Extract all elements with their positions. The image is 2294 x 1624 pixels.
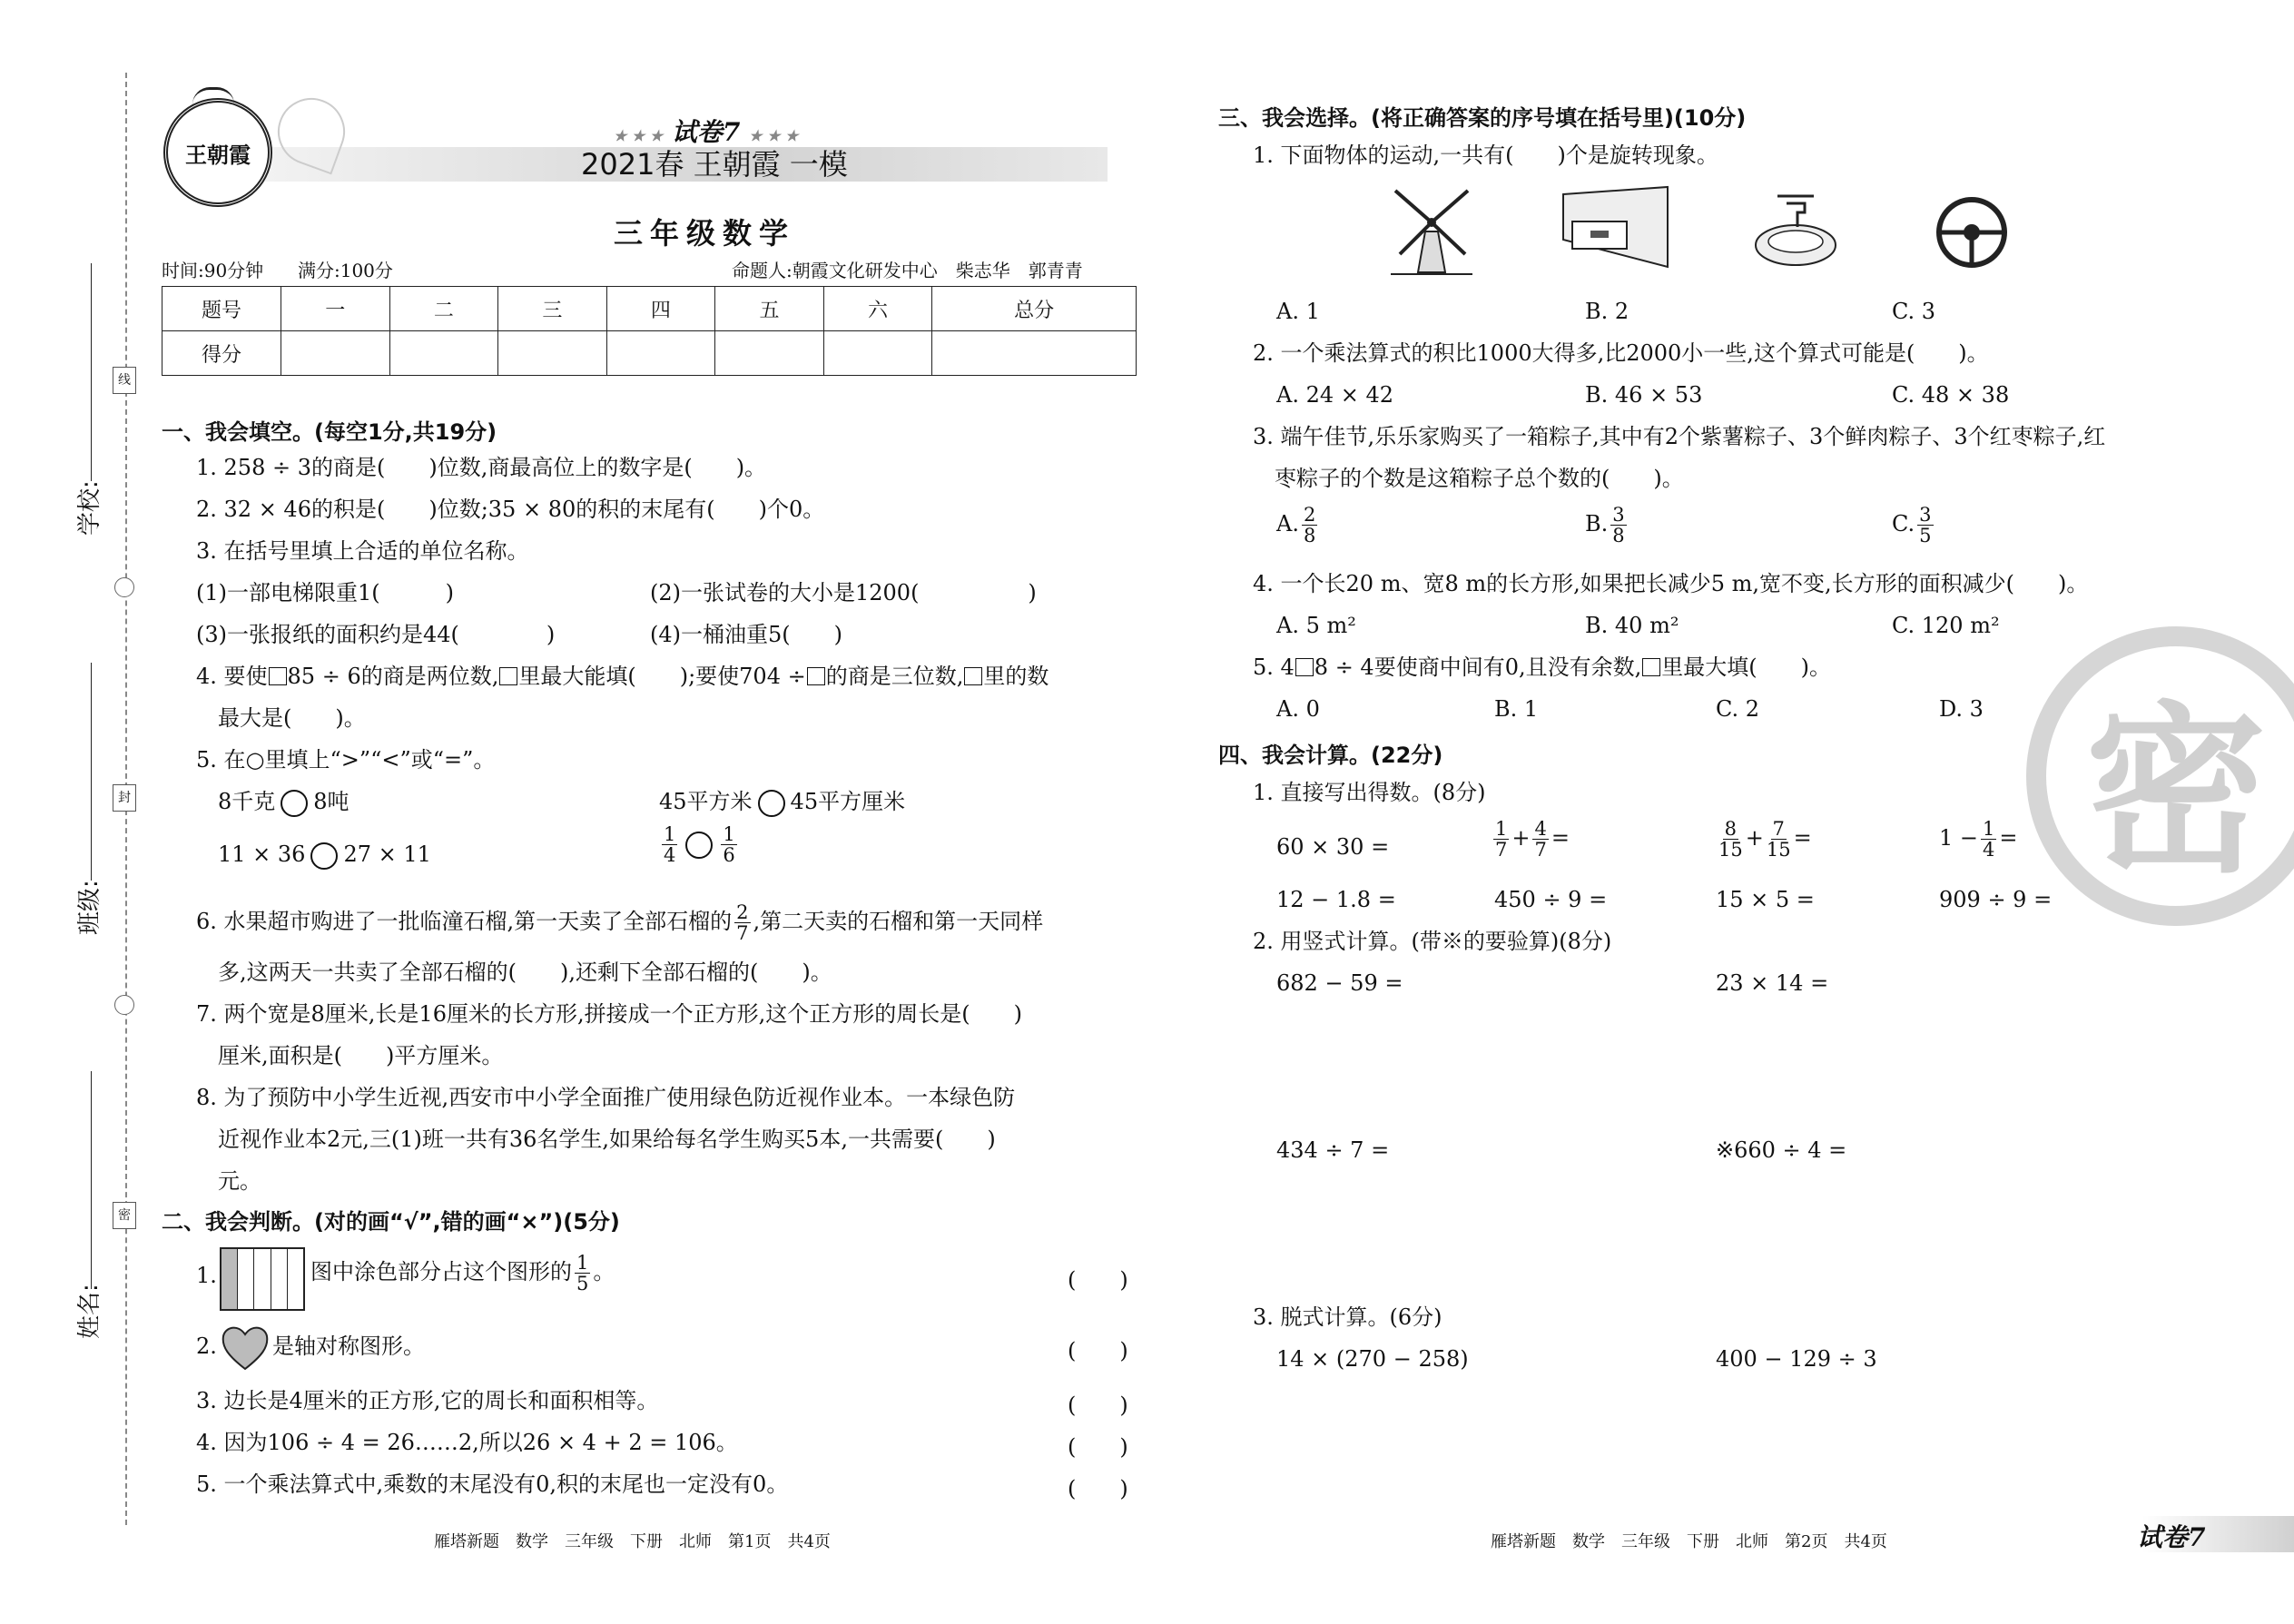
- fraction: [1718, 819, 1743, 860]
- denominator: 8: [1612, 525, 1625, 546]
- question: 最大是( )。: [218, 705, 366, 731]
- option[interactable]: D. 3: [1939, 696, 1984, 722]
- question: 厘米,面积是( )平方厘米。: [218, 1043, 504, 1068]
- denominator: 7: [1495, 839, 1508, 861]
- text: 。: [593, 1259, 615, 1284]
- option[interactable]: [1585, 505, 1629, 546]
- question: 1. 258 ÷ 3的商是( )位数,商最高位上的数字是( )。: [196, 455, 767, 480]
- logo: [163, 98, 272, 207]
- option-letter: A.: [1276, 511, 1299, 536]
- operator: =: [1551, 825, 1570, 851]
- option[interactable]: [1276, 505, 1320, 546]
- denominator: 5: [1919, 525, 1932, 546]
- option[interactable]: B. 46 × 53: [1585, 382, 1703, 408]
- school-line: [91, 263, 92, 481]
- question: 近视作业本2元,三(1)班一共有36名学生,如果给每名学生购买5本,一共需要( ): [218, 1127, 996, 1152]
- full-score-info: 满分:100分: [298, 260, 393, 281]
- secret-seal-watermark: [2026, 626, 2294, 926]
- score-cell: 得分: [162, 331, 281, 376]
- section-title: 一、我会填空。(每空1分,共19分): [162, 419, 497, 445]
- question: [310, 1253, 615, 1294]
- option[interactable]: B. 1: [1494, 696, 1539, 722]
- question: [1253, 654, 1831, 681]
- denominator: 7: [736, 922, 749, 944]
- fraction: [1532, 819, 1548, 860]
- option[interactable]: A. 1: [1276, 299, 1320, 324]
- question: 1.: [196, 1263, 217, 1288]
- series-text: 试卷7: [671, 117, 741, 147]
- question: 2. 32 × 46的积是( )位数;35 × 80的积的末尾有( )个0。: [196, 497, 825, 522]
- steering-wheel-icon: [1926, 189, 2017, 280]
- compare-circle: [758, 790, 785, 817]
- denominator: 5: [576, 1273, 589, 1294]
- blank-box: [1642, 658, 1660, 676]
- option[interactable]: C. 3: [1892, 299, 1936, 324]
- striped-rectangle-figure: [220, 1247, 305, 1311]
- question: [196, 663, 1049, 690]
- fraction: [662, 824, 677, 865]
- score-input-cell[interactable]: [389, 331, 498, 376]
- option[interactable]: B. 2: [1585, 299, 1629, 324]
- score-cell: 二: [389, 287, 498, 331]
- series-label: [614, 113, 798, 149]
- school-label: 学校:: [76, 480, 103, 536]
- fraction: [1493, 819, 1509, 860]
- answer-paren[interactable]: ( ): [1068, 1434, 1128, 1460]
- numerator: 1: [664, 823, 676, 845]
- compare-item: [659, 788, 905, 817]
- option[interactable]: A. 5 m²: [1276, 613, 1356, 638]
- calc-item: [1716, 819, 1812, 860]
- fraction: [1302, 505, 1317, 546]
- text: 45平方厘米: [790, 789, 906, 814]
- question: 元。: [218, 1168, 261, 1194]
- question: 4. 因为106 ÷ 4 = 26……2,所以26 × 4 + 2 = 106。: [196, 1430, 738, 1455]
- score-table: [162, 286, 1137, 376]
- fraction: [721, 824, 736, 865]
- compare-circle: [310, 842, 338, 870]
- star-icon: ★ ★ ★: [614, 127, 664, 144]
- calc-item: [1939, 819, 2018, 860]
- footer-left: 雁塔新题 数学 三年级 下册 北师 第1页 共4页: [434, 1532, 831, 1551]
- step-calc: 400 − 129 ÷ 3: [1716, 1346, 1877, 1372]
- section-title: 二、我会判断。(对的画“√”,错的画“×”)(5分): [162, 1209, 620, 1235]
- text: 45平方米: [659, 789, 753, 814]
- numerator: 2: [1303, 504, 1316, 526]
- compare-circle: [685, 832, 713, 859]
- blank-box: [499, 667, 517, 685]
- compare-item: [218, 841, 431, 870]
- time-info: 时间:90分钟: [162, 260, 264, 281]
- option[interactable]: B. 40 m²: [1585, 613, 1679, 638]
- secret-mark: 密: [113, 1202, 136, 1229]
- vertical-calc: 23 × 14 =: [1716, 970, 1829, 996]
- calc-item: [1491, 819, 1570, 860]
- exam-title: 2021春 王朝霞 一模: [581, 147, 848, 182]
- text: 1 −: [1939, 825, 1979, 851]
- score-table-score-row: [162, 331, 1137, 376]
- sub-question: 3. 脱式计算。(6分): [1253, 1304, 1442, 1330]
- denominator: 8: [1303, 525, 1316, 546]
- text: 11 × 36: [218, 842, 306, 867]
- score-cell: 四: [606, 287, 715, 331]
- option-letter: C.: [1892, 511, 1915, 536]
- numerator: 7: [1772, 818, 1785, 840]
- question-item: (4)一桶油重5( ): [650, 622, 842, 647]
- section-title: 四、我会计算。(22分): [1218, 743, 1443, 768]
- question: 3. 在括号里填上合适的单位名称。: [196, 538, 529, 564]
- numerator: 1: [723, 823, 735, 845]
- faucet-sink-icon: [1750, 185, 1841, 280]
- question: 7. 两个宽是8厘米,长是16厘米的长方形,拼接成一个正方形,这个正方形的周长是( ): [196, 1001, 1022, 1027]
- class-label: 班级:: [76, 880, 103, 935]
- name-label: 姓名:: [76, 1284, 103, 1339]
- score-cell: 三: [498, 287, 607, 331]
- question: 2. 一个乘法算式的积比1000大得多,比2000小一些,这个算式可能是( )。: [1253, 340, 1989, 366]
- heart-icon: [220, 1322, 271, 1373]
- compare-circle: [281, 790, 308, 817]
- question: 多,这两天一共卖了全部石榴的( ),还剩下全部石榴的( )。: [218, 960, 832, 985]
- name-line: [91, 1071, 92, 1289]
- text: 4. 要使: [196, 664, 268, 689]
- score-input-cell[interactable]: [932, 331, 1137, 376]
- score-input-cell[interactable]: [281, 331, 390, 376]
- class-line: [91, 663, 92, 881]
- numerator: 3: [1612, 504, 1625, 526]
- denominator: 4: [1983, 839, 1995, 861]
- calc-item: 12 − 1.8 =: [1276, 887, 1396, 912]
- answer-paren[interactable]: ( ): [1068, 1338, 1128, 1363]
- text: 6. 水果超市购进了一批临潼石榴,第一天卖了全部石榴的: [196, 909, 733, 934]
- score-input-cell[interactable]: [715, 331, 824, 376]
- answer-paren[interactable]: ( ): [1068, 1393, 1128, 1418]
- crown-icon: [192, 87, 234, 104]
- text: 8吨: [313, 789, 350, 814]
- numerator: 4: [1534, 818, 1547, 840]
- numerator: 1: [1495, 818, 1508, 840]
- line-mark: 线: [113, 367, 136, 394]
- fraction: [1767, 819, 1791, 860]
- question-item: (1)一部电梯限重1( ): [196, 580, 454, 605]
- score-input-cell[interactable]: [823, 331, 932, 376]
- windmill-icon: [1382, 182, 1482, 285]
- score-cell: 总分: [932, 287, 1137, 331]
- numerator: 1: [576, 1252, 589, 1274]
- question: 是轴对称图形。: [272, 1334, 425, 1359]
- option[interactable]: A. 24 × 42: [1276, 382, 1394, 408]
- text: 的商是三位数,: [825, 664, 964, 689]
- question-item: (3)一张报纸的面积约是44( ): [196, 622, 556, 647]
- compare-item: [659, 824, 740, 865]
- denominator: 15: [1718, 839, 1743, 861]
- calc-item: 15 × 5 =: [1716, 887, 1815, 912]
- numerator: 2: [736, 901, 749, 923]
- text: 里的数: [983, 664, 1049, 689]
- denominator: 6: [723, 844, 735, 866]
- denominator: 7: [1534, 839, 1547, 861]
- footer-right: 雁塔新题 数学 三年级 下册 北师 第2页 共4页: [1491, 1532, 1887, 1551]
- blank-box: [964, 667, 982, 685]
- step-calc: 14 × (270 − 258): [1276, 1346, 1469, 1372]
- logo-text: 王朝霞: [185, 141, 251, 168]
- sub-question: 2. 用竖式计算。(带※的要验算)(8分): [1253, 929, 1612, 954]
- fraction: [1917, 505, 1933, 546]
- score-cell: 题号: [162, 287, 281, 331]
- operator: +: [1745, 825, 1764, 851]
- operator: =: [1793, 825, 1812, 851]
- blank-box: [1295, 658, 1314, 676]
- fraction: [734, 902, 750, 943]
- text: 85 ÷ 6的商是两位数,: [287, 664, 499, 689]
- denominator: 15: [1766, 839, 1791, 861]
- denominator: 4: [664, 844, 676, 866]
- author-info: 命题人:朝霞文化研发中心 柴志华 郭青青: [732, 260, 1083, 281]
- text: 5. 4: [1253, 655, 1295, 680]
- question: 5. 在○里填上“>”“<”或“=”。: [196, 747, 496, 773]
- operator: +: [1511, 825, 1531, 851]
- fraction: [1981, 819, 1996, 860]
- text: 图中涂色部分占这个图形的: [310, 1259, 572, 1284]
- score-input-cell[interactable]: [498, 331, 607, 376]
- text: 里最大填( )。: [1661, 655, 1831, 680]
- vertical-calc: 434 ÷ 7 =: [1276, 1137, 1390, 1163]
- cut-icon: [114, 995, 134, 1015]
- question: 4. 一个长20 m、宽8 m的长方形,如果把长减少5 m,宽不变,长方形的面积减少( )。: [1253, 571, 2089, 596]
- section-title: 三、我会选择。(将正确答案的序号填在括号里)(10分): [1218, 105, 1747, 131]
- cut-icon: [114, 577, 134, 597]
- vertical-calc: 682 − 59 =: [1276, 970, 1403, 996]
- option-letter: B.: [1585, 511, 1609, 536]
- calc-item: 60 × 30 =: [1276, 834, 1390, 860]
- subject-title: 三年级数学: [614, 216, 796, 251]
- score-cell: 六: [823, 287, 932, 331]
- option[interactable]: C. 2: [1716, 696, 1760, 722]
- blank-box: [269, 667, 287, 685]
- option[interactable]: A. 0: [1276, 696, 1320, 722]
- text: 8 ÷ 4要使商中间有0,且没有余数,: [1314, 655, 1642, 680]
- seal-text: 密: [2084, 685, 2267, 898]
- answer-paren[interactable]: ( ): [1068, 1267, 1128, 1293]
- question: 3. 边长是4厘米的正方形,它的周长和面积相等。: [196, 1388, 659, 1413]
- question: 2.: [196, 1334, 217, 1359]
- operator: =: [1999, 825, 2018, 851]
- text: 8千克: [218, 789, 276, 814]
- text: 27 × 11: [343, 842, 431, 867]
- footer-badge: 试卷7: [2137, 1522, 2206, 1552]
- blank-box: [807, 667, 825, 685]
- question: [196, 902, 1043, 943]
- calc-item: 909 ÷ 9 =: [1939, 887, 2053, 912]
- numerator: 8: [1724, 818, 1738, 840]
- answer-paren[interactable]: ( ): [1068, 1476, 1128, 1501]
- question-item: (2)一张试卷的大小是1200( ): [650, 580, 1037, 605]
- score-table-header-row: [162, 287, 1137, 331]
- option[interactable]: [1892, 505, 1936, 546]
- vertical-calc: ※660 ÷ 4 =: [1716, 1137, 1847, 1163]
- score-cell: 五: [715, 287, 824, 331]
- seal-mark: 封: [113, 784, 136, 812]
- fraction: [575, 1253, 590, 1294]
- numerator: 1: [1983, 818, 1995, 840]
- question: 3. 端午佳节,乐乐家购买了一箱粽子,其中有2个紫薯粽子、3个鲜肉粽子、3个红枣粽子,红: [1253, 424, 2106, 449]
- drawer-icon: [1554, 185, 1681, 280]
- sub-question: 1. 直接写出得数。(8分): [1253, 780, 1486, 805]
- question: 枣粽子的个数是这箱粽子总个数的( )。: [1275, 466, 1684, 491]
- question: 8. 为了预防中小学生近视,西安市中小学全面推广使用绿色防近视作业本。一本绿色防: [196, 1085, 1016, 1110]
- calc-item: 450 ÷ 9 =: [1494, 887, 1608, 912]
- option[interactable]: C. 120 m²: [1892, 613, 2000, 638]
- numerator: 3: [1919, 504, 1932, 526]
- question: 1. 下面物体的运动,一共有( )个是旋转现象。: [1253, 143, 1718, 168]
- score-input-cell[interactable]: [606, 331, 715, 376]
- text: 里最大能填( );要使704 ÷: [518, 664, 806, 689]
- compare-item: [218, 788, 350, 817]
- option[interactable]: C. 48 × 38: [1892, 382, 2010, 408]
- fraction: [1610, 505, 1626, 546]
- star-icon: ★ ★ ★: [749, 127, 799, 144]
- score-cell: 一: [281, 287, 390, 331]
- question: 5. 一个乘法算式中,乘数的末尾没有0,积的末尾也一定没有0。: [196, 1471, 789, 1497]
- text: ,第二天卖的石榴和第一天同样: [753, 909, 1044, 934]
